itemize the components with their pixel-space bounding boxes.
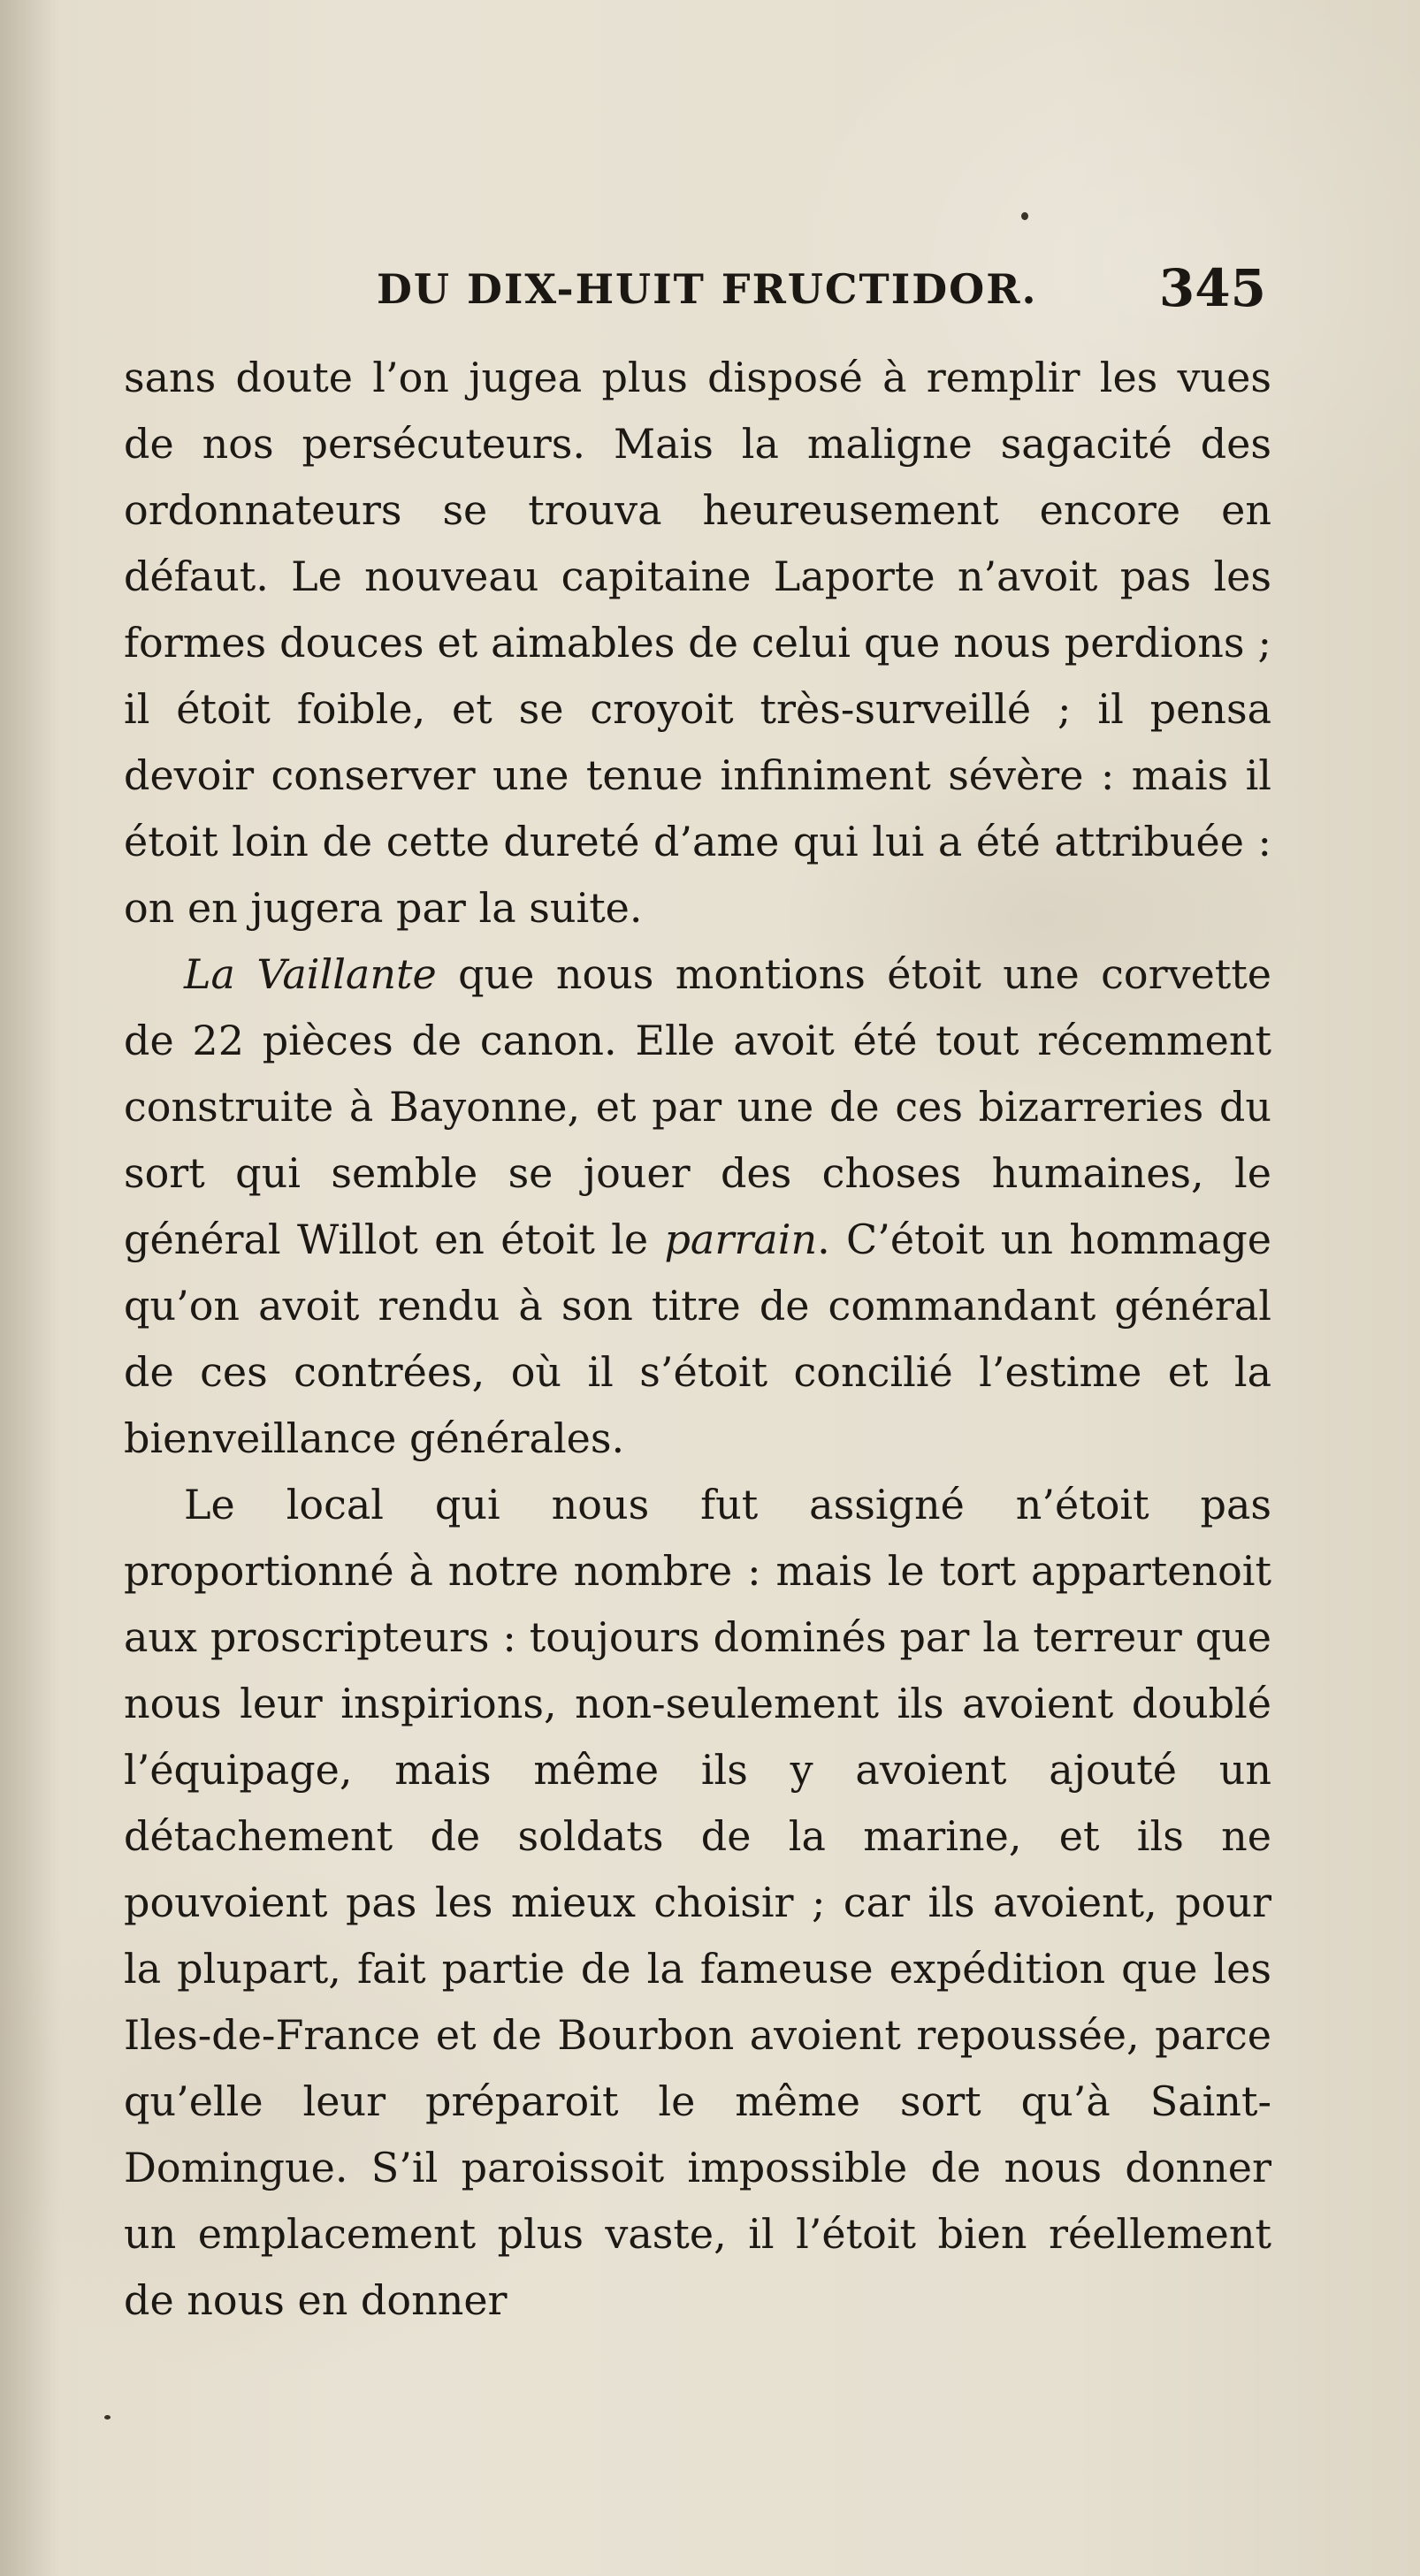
page-number: 345 xyxy=(1158,258,1266,318)
running-title: DU DIX-HUIT FRUCTIDOR. xyxy=(377,265,1038,313)
emphasis-parrain: parrain xyxy=(664,1216,818,1263)
running-header xyxy=(124,258,1273,320)
paragraph-text-a: que nous montions étoit une corvette de 22 pièces de canon. Elle avoit été tout récemment construite à Bayonne, et par une de ces bizarreries du sort qui semble se jouer des choses humaines, le général Willot en étoit le xyxy=(124,950,1271,1263)
ship-name: La Vaillante xyxy=(184,950,437,998)
paragraph-continuation: sans doute l’on jugea plus disposé à remplir les vues de nos persécuteurs. Mais la maligne sagacité des ordonnateurs se trouva heureusement encore en défaut. Le nouveau capitaine Laporte n’avoit pas les formes douces et aimables de celui que nous perdions ; il étoit foible, et se croyoit très-surveillé ; il pensa devoir conserver une tenue infiniment sévère : mais il étoit loin de cette dureté d’ame qui lui a été attribuée : on en jugera par la suite. xyxy=(124,354,1271,932)
ink-speck xyxy=(1021,212,1028,220)
ink-speck xyxy=(104,2415,111,2420)
paragraph-local: Le local qui nous fut assigné n’étoit pas proportionné à notre nombre : mais le tort appartenoit aux proscripteurs : toujours dominés par la terreur que nous leur inspirions, non-seulement ils avoient doublé l’équipage, mais même ils y avoient ajouté un détachement de soldats de la marine, et ils ne pouvoient pas les mieux choisir ; car ils avoient, pour la plupart, fait partie de la fameuse expédition que les Iles-de-France et de Bourbon avoient repoussée, parce qu’elle leur préparoit le même sort qu’à Saint-Domingue. S’il paroissoit impossible de nous donner un emplacement plus vaste, il l’étoit bien réellement de nous en donner xyxy=(124,1481,1271,2324)
body-text xyxy=(124,345,1271,2334)
paragraph-vaillante xyxy=(124,941,1271,1472)
paragraph-text-b: . C’étoit un hommage qu’on avoit rendu à son titre de commandant général de ces contrées, où il s’étoit concilié l’estime et la bienveillance générales. xyxy=(124,1216,1271,1462)
spine-shadow xyxy=(0,0,62,2576)
